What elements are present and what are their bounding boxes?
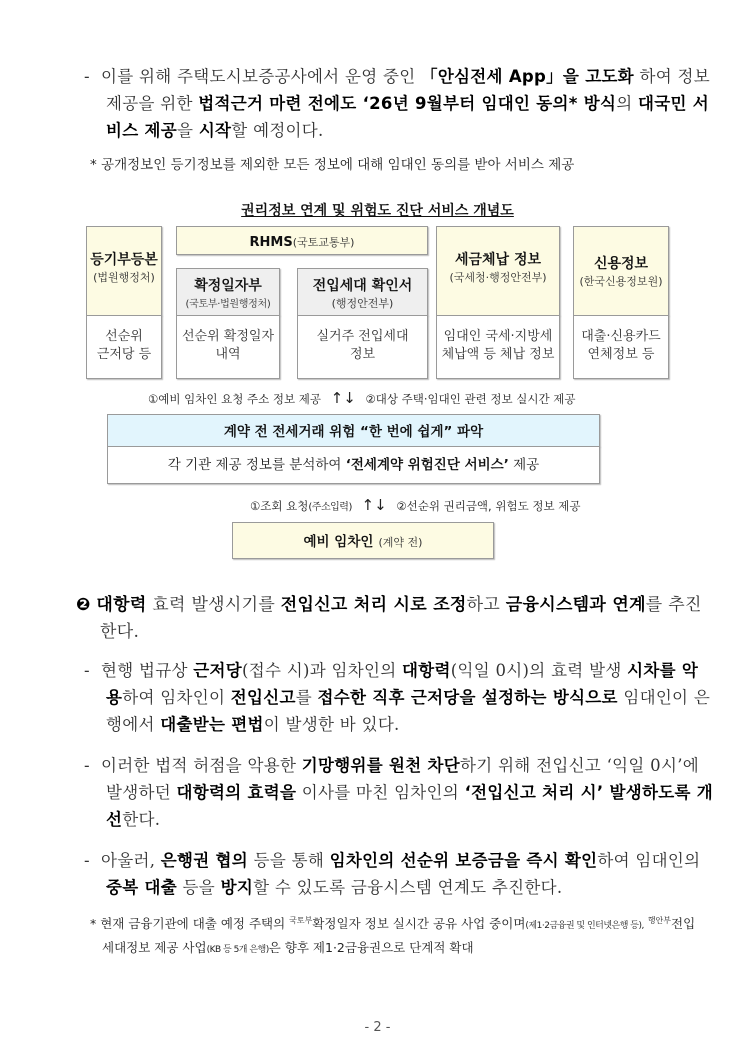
bold-text: 대항력 [402,661,451,680]
bullet-dash: - [84,67,90,86]
source-title: 확정일자부 [194,278,262,294]
page-number: - 2 - [364,1020,391,1035]
text: 이를 위해 주택도시보증공사에서 운영 중인 [100,67,422,86]
flow-response-label: ②대상 주택·임대인 관련 정보 실시간 제공 [365,392,576,406]
text: 이 발생한 바 있다. [263,715,400,734]
text: 하고 [466,595,506,615]
source-tax-content [436,315,560,379]
bullet-dash: - [84,756,90,775]
content-line: 체납액 등 체납 정보 [441,347,555,362]
text: 이러한 법적 허점을 악용한 [100,756,302,775]
text: 전입세대정보 제공 사업 [102,916,696,955]
bold-text: 임차인의 선순위 보증금을 즉시 확인 [329,851,598,870]
text: 의 [616,94,639,113]
content-line: 내역 [215,347,241,362]
rhms-agency: (국토교통부) [292,236,355,249]
flow-upper [148,389,575,407]
flow-request-label: ①예비 임차인 요청 주소 정보 제공 [148,392,322,406]
text: 등을 [177,878,221,897]
source-credit-header [573,226,669,316]
content-line: 선순위 [105,329,143,344]
bold-text: 대국민 서비스 제공 [106,94,710,140]
bullet-dash: - [84,661,90,680]
text: 이사를 마친 임차인의 [296,783,465,802]
source-residents-header [297,268,428,316]
content-line: 실거주 전입세대 [316,329,409,344]
superscript: 행안부 [647,916,672,925]
bold-text: 법적근거 마련 전에도 ‘26년 9월부터 임대인 동의* 방식 [198,94,617,113]
section-number-icon: ❷ [76,595,91,615]
bold-text: 전입신고 [230,688,296,707]
text: (익일 0시)의 효력 발생 [450,661,628,680]
source-title: 등기부등본 [90,252,158,268]
source-agency: (국세청·행정안전부) [449,271,547,284]
text: 아울러, [100,851,161,870]
content-line: 임대인 국세·지방세 [443,329,553,344]
text: 를 추진한다. [100,595,702,642]
service-header [107,414,600,447]
rhms-label: RHMS [249,235,293,250]
bold-text: 중복 대출 [106,878,178,897]
diagram-title: 권리정보 연계 및 위험도 진단 서비스 개념도 [241,203,514,219]
text: 현행 법규상 [100,661,194,680]
bold-text: 시차를 악용 [106,661,699,707]
service-name: ‘전세계약 위험진단 서비스’ [345,457,509,473]
source-title: 세금체납 정보 [454,252,542,268]
text: 하여 정보 제공을 위한 [106,67,710,113]
small-text: (제1·2금융권 및 인터넷은행 등), [525,921,644,931]
text: 하기 위해 전입신고 ‘익일 0시’에 발생하던 [106,756,699,802]
text: 한다. [122,810,161,829]
text: 할 예정이다. [231,121,324,140]
up-down-arrows-icon: ↑↓ [361,496,387,514]
source-fixed-date-header [176,268,280,316]
source-registry-header [86,226,162,316]
bullet-dash: - [84,851,90,870]
flow-lower [250,496,580,514]
source-agency: (한국신용정보원) [579,275,663,288]
flow-result-label: ②선순위 권리금액, 위험도 정보 제공 [396,499,581,513]
content-line: 정보 [349,347,376,362]
bold-text: 대항력 [96,595,147,615]
source-tax-header [436,226,560,316]
bold-text: 근저당 [193,661,242,680]
source-fixed-date-content [176,315,280,379]
bold-text: 시작 [198,121,232,140]
source-agency: (법원행정처) [93,271,155,284]
bold-text: 「안심전세 App」을 고도화 [421,67,634,86]
source-residents-content [297,315,428,379]
tenant-sub: (계약 전) [378,536,423,549]
bullet-loophole [84,657,714,738]
source-registry-content [86,315,162,379]
content-line: 연체정보 등 [587,347,655,362]
content-line: 선순위 확정일자 [181,329,275,344]
text: 하여 임대인의 [597,851,701,870]
text: 등을 통해 [248,851,330,870]
flow-query-sub: (주소입력) [308,502,352,513]
bold-text: 접수한 직후 근저당을 설정하는 방식으로 [317,688,618,707]
up-down-arrows-icon: ↑↓ [330,389,356,407]
text: 제공 [508,457,540,473]
intro-bullet [84,63,714,144]
intro-note: * 공개정보인 등기정보를 제외한 모든 정보에 대해 임대인 동의를 받아 서비스 제공 [90,157,575,173]
text: 임대인이 은행에서 [106,688,711,734]
source-title: 전입세대 확인서 [312,278,413,294]
text: 하여 임차인이 [122,688,231,707]
source-title: 신용정보 [593,256,649,272]
text: 확정일자 정보 실시간 공유 사업 중이며 [312,916,526,931]
content-line: 대출·신용카드 [581,329,661,344]
bullet-improvement [84,752,714,833]
text: 각 기관 제공 정보를 분석하여 [167,457,346,473]
bold-text: 방지 [220,878,254,897]
service-body [107,446,600,484]
footnote [90,910,707,961]
bold-text: 금융시스템과 연계 [505,595,646,615]
bullet-financial-link [84,847,714,901]
source-agency: (국토부·법원행정처) [185,299,271,310]
bold-text: 대항력의 효력을 [176,783,297,802]
bold-text: 기망행위를 원천 차단 [301,756,461,775]
bold-text: 대출받는 편법 [160,715,264,734]
text: 를 [295,688,318,707]
flow-query-label: ①조회 요청 [250,499,309,513]
text: 할 수 있도록 금융시스템 연계도 추진한다. [253,878,563,897]
text: 은 향후 제1·2금융권으로 단계적 확대 [268,940,474,955]
text: (접수 시)과 임차인의 [242,661,403,680]
tenant-box [232,522,494,559]
content-line: 근저당 등 [96,347,152,362]
bold-text: 은행권 협의 [160,851,249,870]
bold-text: ‘전입신고 처리 시’ 발생하도록 개선 [106,783,713,829]
rhms-box [176,226,428,255]
source-credit-content [573,315,669,379]
small-text: (KB 등 5개 은행) [206,945,269,955]
text: * 현재 금융기관에 대출 예정 주택의 [90,916,290,931]
superscript: 국토부 [289,916,313,925]
section-2-heading [76,592,716,646]
service-title: 계약 전 전세거래 위험 “한 번에 쉽게” 파악 [223,424,484,440]
source-agency: (행정안전부) [331,297,394,310]
tenant-label: 예비 임차인 [303,534,374,550]
text: 효력 발생시기를 [146,595,281,615]
bold-text: 전입신고 처리 시로 조정 [280,595,467,615]
text: 을 [177,121,199,140]
